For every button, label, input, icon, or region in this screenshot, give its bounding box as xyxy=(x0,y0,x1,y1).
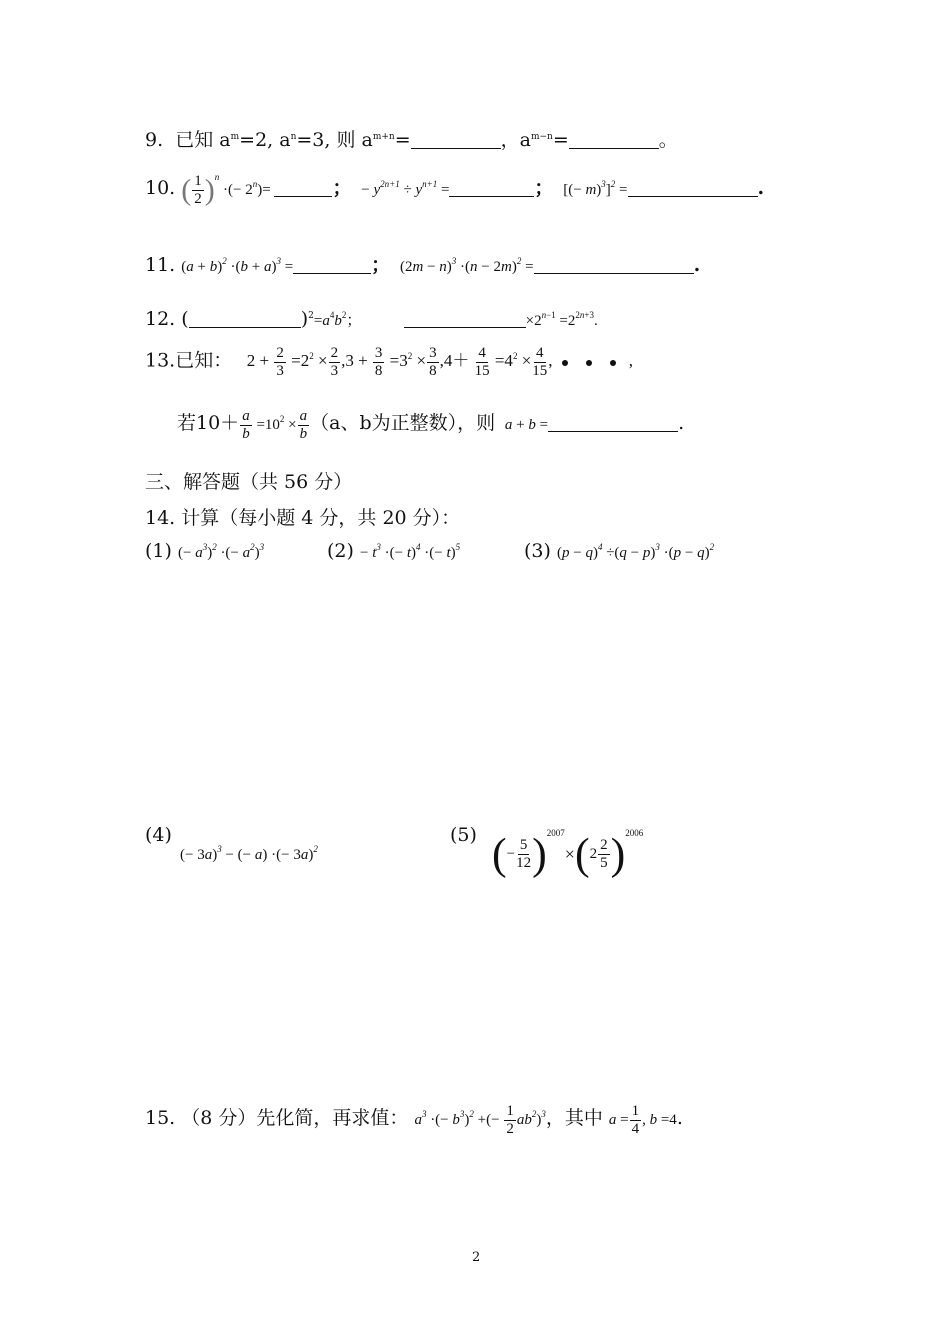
section-heading: 三、解答题（共 56 分） xyxy=(145,471,353,493)
exp: m−n xyxy=(530,132,553,142)
q15-text: ，其中 xyxy=(545,1107,603,1129)
q14-expr-4: (− 3a)3 − (− a) ·(− 3a)2 xyxy=(180,844,318,863)
question-13 xyxy=(145,345,633,380)
q9-text: 已知 a xyxy=(175,129,231,151)
q11-expr-2: $(2m - n)^3 \cdot(n - 2m)^2$ = xyxy=(399,256,534,275)
q10-expr-1: ( $\frac{1}{2}$ )$^n$ ·(− $2^n)=$ xyxy=(181,172,271,208)
answer-blank[interactable] xyxy=(189,311,301,328)
exp: m xyxy=(230,132,240,142)
question-10: 10. ( $\frac{1}{2}$ )$^n$ ·(− $2^n)=$ ； − $y^{2n+1} \div y^{n+1}$ = ； [(− m)$^3$]$^2$ = . xyxy=(145,172,765,208)
page-number: 2 xyxy=(472,1250,481,1265)
answer-blank[interactable] xyxy=(274,180,332,197)
question-number: 12. xyxy=(145,308,176,330)
q9-text: = xyxy=(394,129,411,151)
q10-expr-2: − $y^{2n+1} \div y^{n+1}$ = xyxy=(361,179,450,198)
question-9 xyxy=(145,125,678,152)
question-number: 10. xyxy=(145,177,176,199)
part-number: (1) xyxy=(145,540,172,562)
question-number: 13. xyxy=(145,349,176,372)
q13-ask: a + b = xyxy=(501,417,549,433)
q9-text: =3, 则 a xyxy=(296,129,373,151)
q13-sequence: 2 + $\frac{2}{3}$ $=2^2$ × $\frac{2}{3}$ ,3 + $\frac{3}{8}$ $=3^2$ × $\frac{3}{8}$ ,4＋ $\frac{4}{15}$ $=4^2$ × $\frac{4}{15}$ , , xyxy=(238,345,634,379)
q14-part-2 xyxy=(327,540,460,562)
q13-expr: $\frac{a}{b}$ $=10^2$ × $\frac{a}{b}$ xyxy=(242,408,308,443)
part-number: (2) xyxy=(327,540,354,562)
question-13-condition xyxy=(177,408,684,443)
answer-blank[interactable] xyxy=(411,132,501,149)
q14-expr-1: (− $a^3)^2$ ·(− $a^2)^3$ xyxy=(177,542,265,561)
exp: m+n xyxy=(372,132,395,142)
q15-values: a = $\frac{1}{4}$ , b =4 xyxy=(608,1103,677,1138)
answer-blank[interactable] xyxy=(569,132,659,149)
q14-part-4 xyxy=(145,824,318,868)
question-14-title: 14. 计算（每小题 4 分，共 20 分）： xyxy=(145,507,461,529)
q12-expr-1: $=a^4b^2$； xyxy=(313,310,362,329)
q12-text: ( xyxy=(181,308,189,330)
q15-text: . xyxy=(676,1107,683,1129)
q13-text: . xyxy=(678,412,685,434)
exp: n xyxy=(290,132,297,142)
question-11: 11. $(a + b)^2 \cdot(b + a)^3$ = ； $(2m - n)^3 \cdot(n - 2m)^2$ = . xyxy=(145,254,701,276)
q13-text: 若10＋ xyxy=(177,412,240,434)
q13-text: （a、b为正整数），则 xyxy=(310,412,496,434)
q14-expr-3: $(p - q)^4 \div(q - p)^3 \cdot(p - q)^2$ xyxy=(556,542,715,561)
q9-text: 。 xyxy=(658,129,678,151)
question-number: 9. xyxy=(145,129,164,151)
q14-expr-5: (− $\frac{5}{12}$ )$^{2007}$×(2 $\frac{2}{5}$ )$^{2006}$ xyxy=(492,828,644,879)
answer-blank[interactable] xyxy=(534,257,694,274)
q9-text: ，a xyxy=(500,129,531,151)
q15-expr: $a^3$ ·(− $b^3)^2$ +(− $\frac{1}{2}$ $ab^2)^3$ xyxy=(414,1103,546,1138)
q13-label: 已知： xyxy=(175,349,233,372)
q15-label: 15. （8 分）先化简，再求值： xyxy=(145,1107,409,1129)
answer-blank[interactable] xyxy=(548,415,678,432)
q14-part-3 xyxy=(524,540,714,562)
answer-blank[interactable] xyxy=(449,180,534,197)
q14-part-1 xyxy=(145,540,264,562)
answer-blank[interactable] xyxy=(628,180,758,197)
q9-text: =2, a xyxy=(239,129,291,151)
answer-blank[interactable] xyxy=(293,257,371,274)
answer-blank[interactable] xyxy=(404,311,526,328)
q14-part-5 xyxy=(450,824,477,846)
question-15 xyxy=(145,1103,683,1138)
question-12: 12. ( )$^2=a^4b^2$； $\times 2^{n-1} =2^{2n+3}$. xyxy=(145,308,598,330)
question-number: 11. xyxy=(145,254,176,276)
q14-expr-2: − $t^3$ ·(− t)$^4$ ·(− t)$^5$ xyxy=(359,542,461,561)
part-number: (5) xyxy=(450,824,477,846)
q12-expr-2: $\times 2^{n-1} =2^{2n+3}$. xyxy=(525,310,598,329)
q9-text: = xyxy=(552,129,569,151)
q11-expr-1: $(a + b)^2 \cdot(b + a)^3$ = xyxy=(181,256,294,275)
part-number: (3) xyxy=(524,540,551,562)
part-number: (4) xyxy=(145,824,172,846)
q10-expr-3: [(− m)$^3$]$^2$ = xyxy=(563,179,628,198)
